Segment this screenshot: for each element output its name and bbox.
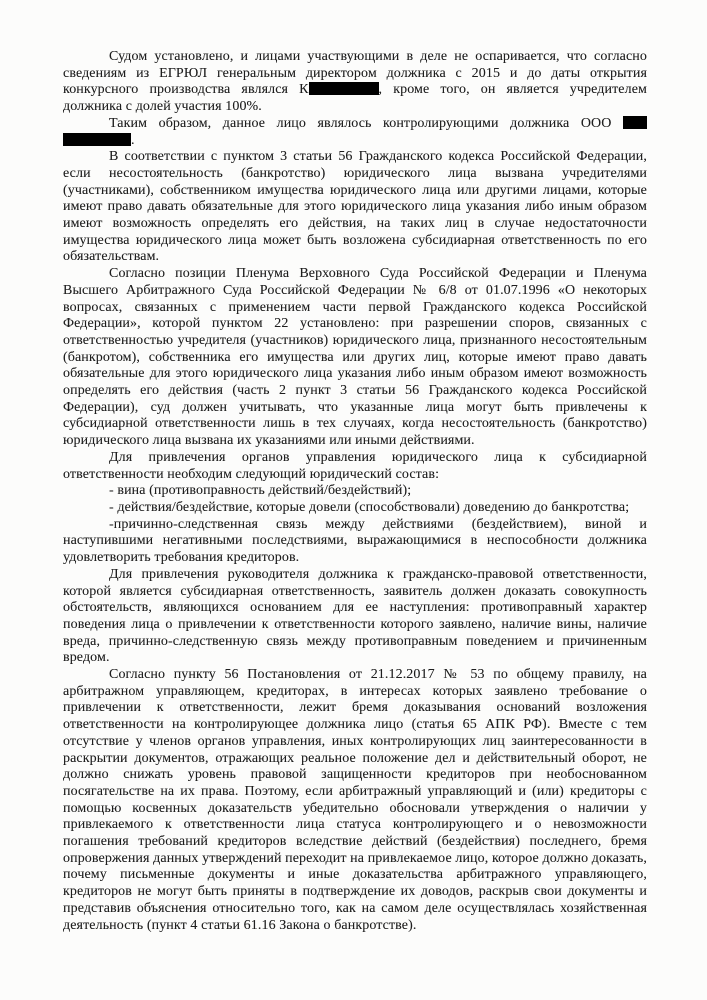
- document-body: [63, 49, 647, 934]
- paragraph-text: Таким образом, данное лицо являлось контролирующими должника ООО: [109, 115, 623, 131]
- paragraph-burden-of-proof-claimant: Для привлечения руководителя должника к гражданско-правовой ответственности, которой является субсидиарная ответственность, заявитель должен доказать совокупность обстоятельств, являющихся основанием для ее наступления: противоправный характер поведения лица о привлечении к ответственности которого заявлено, наличие вины, наличие вреда, причинно-следственную связь между противоправным поведением и причиненным вредом.: [63, 566, 647, 666]
- paragraph-text: .: [131, 132, 135, 148]
- redaction-bar-company-name: [623, 116, 647, 129]
- paragraph-resolution-53-point-56: Согласно пункту 56 Постановления от 21.12.2017 № 53 по общему правилу, на арбитражном управляющем, кредиторах, в интересах которых заявлено требование о привлечении к ответственности, лежит бремя доказывания оснований возложения ответственности на контролирующее должника лицо (статья 65 АПК РФ). Вместе с тем отсутствие у членов органов управления, иных контролирующих лиц заинтересованности в раскрытии документов, отражающих реальное положение дел и действительный оборот, не должно снижать уровень правовой защищенности кредиторов при необоснованном посягательстве на их права. Поэтому, если арбитражный управляющий и (или) кредиторы с помощью косвенных доказательств убедительно обосновали утверждения о наличии у привлекаемого к ответственности лица статуса контролирующего и о невозможности погашения требований кредиторов вследствие действий (бездействия) последнего, бремя опровержения данных утверждений переходит на привлекаемое лицо, которое должно доказать, почему письменные документы и иные доказательства арбитражного управляющего, кредиторов не могут быть приняты в подтверждение их доводов, раскрыв свои документы и представив объяснения относительно того, как на самом деле осуществлялась хозяйственная деятельность (пункт 4 статьи 61.16 Закона о банкротстве).: [63, 667, 647, 933]
- paragraph-plenum-resolution-6-8: Согласно позиции Пленума Верховного Суда Российской Федерации и Пленума Высшего Арбитражного Суда Российской Федерации № 6/8 от 01.07.1996 «О некоторых вопросах, связанных с применением части первой Гражданского кодекса Российской Федерации», которой пунктом 22 установлено: при разрешении споров, связанных с ответственностью учредителя (участников) юридического лица, признанного несостоятельным (банкротом), собственника его имущества или других лиц, которые имеют право давать обязательные для этого юридического лица указания либо иным образом имеют возможность определять его действия (часть 2 пункт 3 статьи 56 Гражданского кодекса Российской Федерации), суд должен учитывать, что указанные лица могут быть привлечены к субсидиарной ответственности лишь в тех случаях, когда несостоятельность (банкротство) юридического лица вызвана их указаниями или иными действиями.: [63, 266, 647, 449]
- redaction-bar-company-name: [63, 133, 131, 146]
- paragraph-civil-code-art56: В соответствии с пунктом 3 статьи 56 Гражданского кодекса Российской Федерации, если несостоятельность (банкротство) юридического лица вызвана учредителями (участниками), собственником имущества юридического лица или другими лицами, которые имеют право давать обязательные для этого юридического лица указания либо иным образом имеют возможность определять его действия, на таких лиц в случае недостаточности имущества юридического лица может быть возложена субсидиарная ответственность по его обязательствам.: [63, 149, 647, 265]
- redaction-bar-director-name: [309, 82, 379, 95]
- paragraph-court-findings: [63, 49, 647, 116]
- paragraph-text: Судом установлено, и лицами участвующими в деле не оспаривается, что согласно сведениям из ЕГРЮЛ генеральным директором должника с 2015 и до даты открытия конкурсного производства являлся К: [63, 49, 647, 98]
- paragraph-legal-composition-intro: Для привлечения органов управления юридического лица к субсидиарной ответственности необходим следующий юридический состав:: [63, 449, 647, 482]
- paragraph-text: , кроме того, он является учредителем должника с долей участия 100%.: [63, 82, 647, 115]
- list-item-guilt: - вина (противоправность действий/бездействий);: [109, 483, 412, 499]
- list-item-actions: - действия/бездействие, которые довели (способствовали) доведению до банкротства;: [109, 499, 630, 515]
- paragraph-controlling-person: [63, 116, 647, 149]
- list-item-causal-link: -причинно-следственная связь между действиями (бездействием), виной и наступившими негативными последствиями, выражающимися в неспособности должника удовлетворить требования кредиторов.: [63, 516, 647, 566]
